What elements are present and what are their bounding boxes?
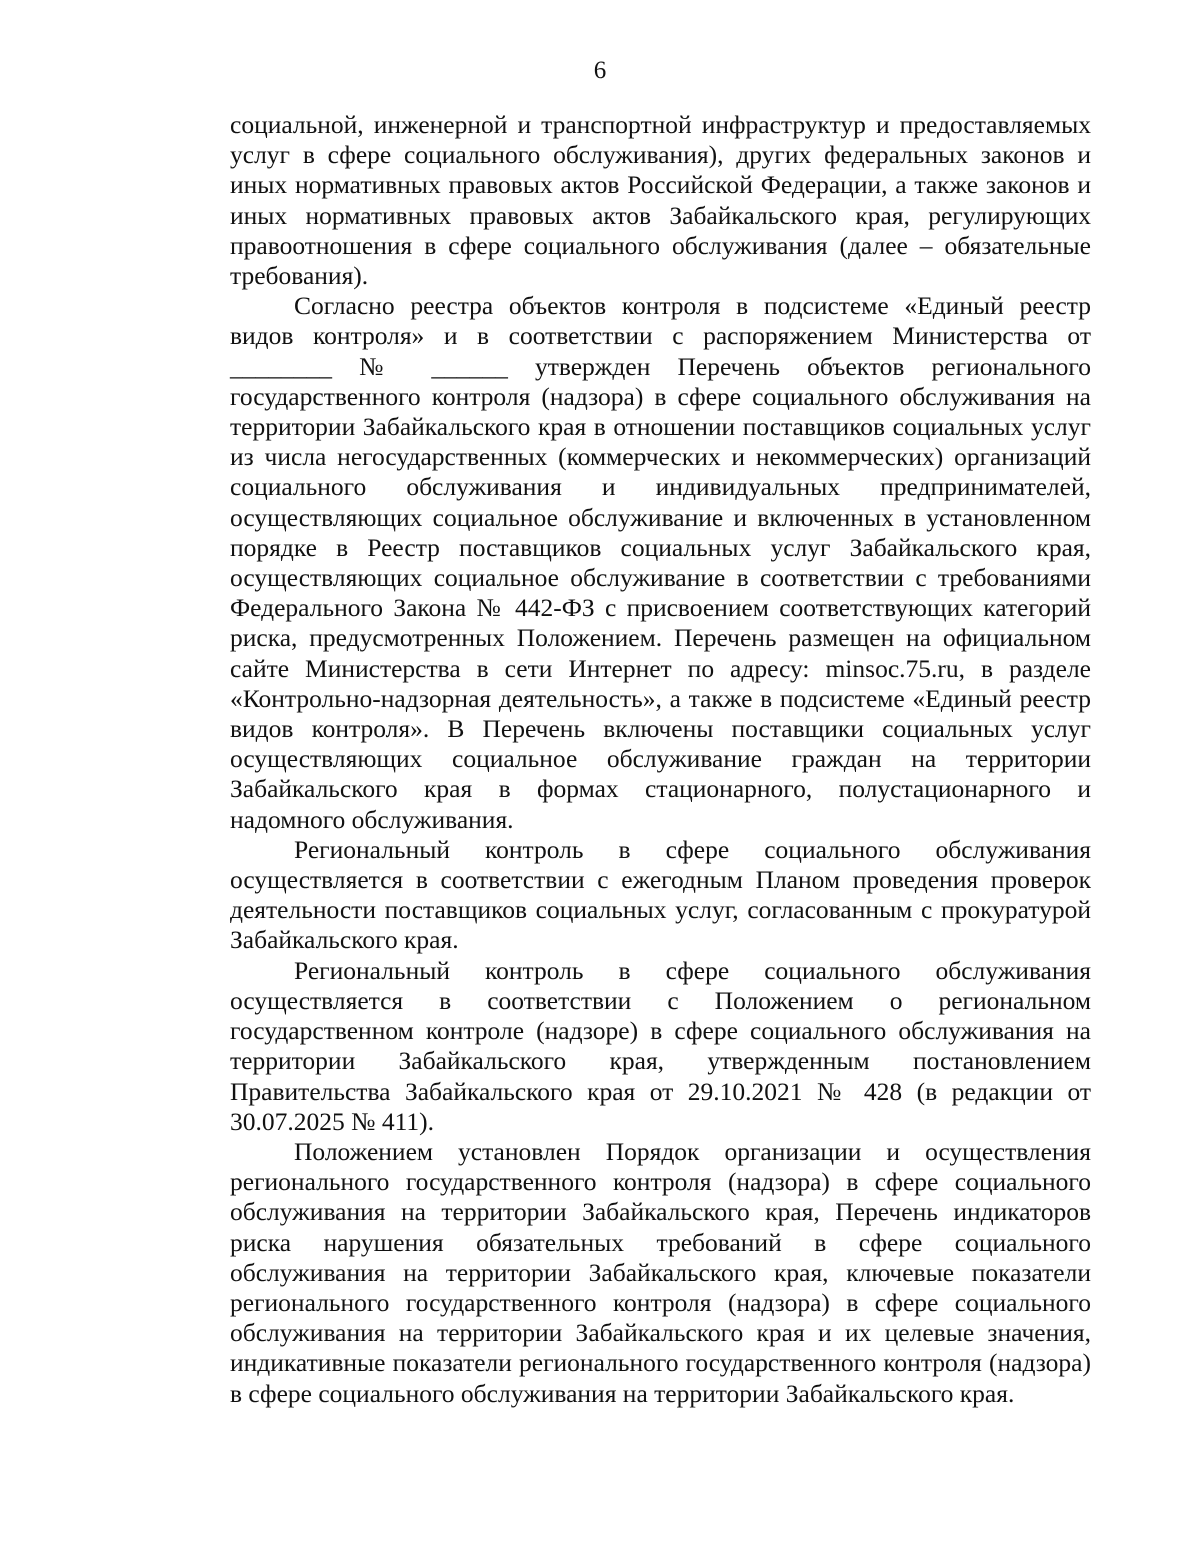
paragraph-control-regulation: Региональный контроль в сфере социального обслуживания осуществляется в соответствии с Положением о региональном государственном контроле (надзоре) в сфере социального обслуживания на территории Забайкальского края, утвержденным постановлением Правительства Забайкальского края от 29.10.2021 № 428 (в редакции от 30.07.2025 № 411). — [230, 955, 1091, 1136]
paragraph-continuation: социальной, инженерной и транспортной инфраструктур и предоставляемых услуг в сфере социального обслуживания), других федеральных законов и иных нормативных правовых актов Российской Федерации, а также законов и иных нормативных правовых актов Забайкальского края, регулирующих правоотношения в сфере социального обслуживания (далее – обязательные требования). — [230, 110, 1091, 291]
paragraph-regulation-contents: Положением установлен Порядок организации и осуществления регионального государственного контроля (надзора) в сфере социального обслуживания на территории Забайкальского края, Перечень индикаторов риска нарушения обязательных требований в сфере социального обслуживания на территории Забайкальского края, ключевые показатели регионального государственного контроля (надзора) в сфере социального обслуживания на территории Забайкальского края и их целевые значения, индикативные показатели регионального государственного контроля (надзора) в сфере социального обслуживания на территории Забайкальского края. — [230, 1136, 1091, 1408]
document-body — [230, 110, 1091, 1409]
paragraph-control-plan: Региональный контроль в сфере социального обслуживания осуществляется в соответствии с ежегодным Планом проведения проверок деятельности поставщиков социальных услуг, согласованным с прокуратурой Забайкальского края. — [230, 834, 1091, 955]
paragraph-objects-list: Согласно реестра объектов контроля в подсистеме «Единый реестр видов контроля» и в соответствии с распоряжением Министерства от ________ № ______ утвержден Перечень объектов регионального государственного контроля (надзора) в сфере социального обслуживания на территории Забайкальского края в отношении поставщиков социальных услуг из числа негосударственных (коммерческих и некоммерческих) организаций социального обслуживания и индивидуальных предпринимателей, осуществляющих социальное обслуживание и включенных в установленном порядке в Реестр поставщиков социальных услуг Забайкальского края, осуществляющих социальное обслуживание в соответствии с требованиями Федерального Закона № 442-ФЗ с присвоением соответствующих категорий риска, предусмотренных Положением. Перечень размещен на официальном сайте Министерства в сети Интернет по адресу: minsoc.75.ru, в разделе «Контрольно-надзорная деятельность», а также в подсистеме «Единый реестр видов контроля». В Перечень включены поставщики социальных услуг осуществляющих социальное обслуживание граждан на территории Забайкальского края в формах стационарного, полустационарного и надомного обслуживания. — [230, 291, 1091, 834]
page-number: 6 — [593, 57, 607, 84]
